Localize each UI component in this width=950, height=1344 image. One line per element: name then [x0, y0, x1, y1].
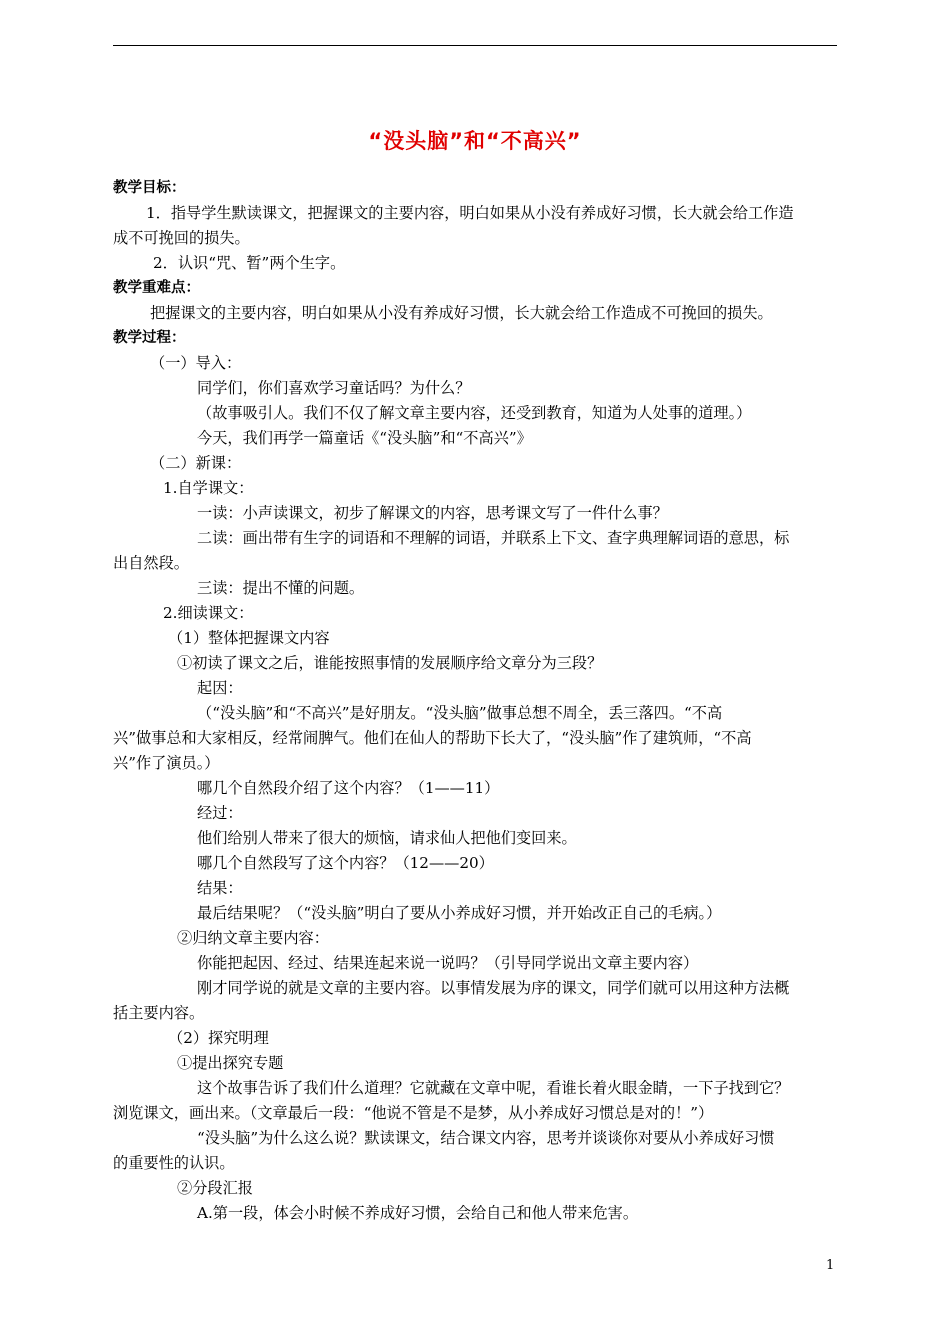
text-line: （“没头脑”和“不高兴”是好朋友。“没头脑”做事总想不周全，丢三落四。“不高	[197, 704, 723, 722]
text-line: 经过：	[197, 804, 243, 822]
text-line: 最后结果呢？（“没头脑”明白了要从小养成好习惯，并开始改正自己的毛病。）	[197, 904, 722, 922]
text-line: 浏览课文，画出来。（文章最后一段：“他说不管是不是梦，从小养成好习惯总是对的！”）	[113, 1104, 714, 1122]
section-heading: 教学目标：	[113, 180, 186, 196]
text-line: 这个故事告诉了我们什么道理？它就藏在文章中呢，看谁长着火眼金睛，一下子找到它？	[197, 1079, 790, 1097]
text-line: ②归纳文章主要内容：	[177, 929, 329, 947]
text-line: 一读：小声读课文，初步了解课文的内容，思考课文写了一件什么事？	[197, 504, 668, 522]
text-line: 起因：	[197, 679, 243, 697]
text-line: “没头脑”为什么这么说？默读课文，结合课文内容，思考并谈谈你对要从小养成好习惯	[197, 1129, 775, 1147]
text-line: ①初读了课文之后，谁能按照事情的发展顺序给文章分为三段？	[177, 654, 603, 672]
text-line: 兴”做事总和大家相反，经常闹脾气。他们在仙人的帮助下长大了，“没头脑”作了建筑师，“不高	[113, 729, 752, 747]
text-line: （一）导入：	[150, 354, 242, 372]
text-line: 哪几个自然段写了这个内容？（12——20）	[197, 854, 494, 872]
section-heading: 教学过程：	[113, 330, 186, 346]
text-line: ②分段汇报	[177, 1179, 253, 1197]
text-line: 同学们，你们喜欢学习童话吗？为什么？	[197, 379, 471, 397]
text-line: A.第一段，体会小时候不养成好习惯，会给自己和他人带来危害。	[197, 1204, 639, 1222]
text-line: 出自然段。	[113, 554, 189, 572]
text-line: 哪几个自然段介绍了这个内容？（1——11）	[197, 779, 500, 797]
page-number: 1	[826, 1258, 835, 1273]
text-line: 把握课文的主要内容，明白如果从小没有养成好习惯，长大就会给工作造成不可挽回的损失。	[150, 304, 773, 322]
text-line: 1.自学课文：	[163, 479, 254, 497]
document-title: “没头脑”和“不高兴”	[368, 129, 582, 153]
text-line: 二读：画出带有生字的词语和不理解的词语，并联系上下文、查字典理解词语的意思，标	[197, 529, 790, 547]
section-heading: 教学重难点：	[113, 280, 200, 296]
text-line: 括主要内容。	[113, 1004, 205, 1022]
text-line: 成不可挽回的损失。	[113, 229, 250, 247]
text-line: 2.细读课文：	[163, 604, 254, 622]
text-line: （1）整体把握课文内容	[168, 629, 330, 647]
text-line: 刚才同学说的就是文章的主要内容。以事情发展为序的课文，同学们就可以用这种方法概	[197, 979, 790, 997]
text-line: 的重要性的认识。	[113, 1154, 235, 1172]
text-line: 2．认识“咒、暂”两个生字。	[153, 254, 346, 272]
text-line: ①提出探究专题	[177, 1054, 284, 1072]
text-line: （2）探究明理	[168, 1029, 269, 1047]
text-line: 他们给别人带来了很大的烦恼，请求仙人把他们变回来。	[197, 829, 577, 847]
text-line: 三读：提出不懂的问题。	[197, 579, 365, 597]
text-line: 结果：	[197, 879, 243, 897]
text-line: 你能把起因、经过、结果连起来说一说吗？（引导同学说出文章主要内容）	[197, 954, 699, 972]
text-line: 今天，我们再学一篇童话《“没头脑”和“不高兴”》	[197, 429, 532, 447]
text-line: （二）新课：	[150, 454, 242, 472]
text-line: 兴”作了演员。）	[113, 754, 220, 772]
header-rule	[113, 45, 837, 46]
text-line: （故事吸引人。我们不仅了解文章主要内容，还受到教育，知道为人处事的道理。）	[197, 404, 752, 422]
text-line: 1．指导学生默读课文，把握课文的主要内容，明白如果从小没有养成好习惯，长大就会给工作造	[146, 204, 794, 222]
